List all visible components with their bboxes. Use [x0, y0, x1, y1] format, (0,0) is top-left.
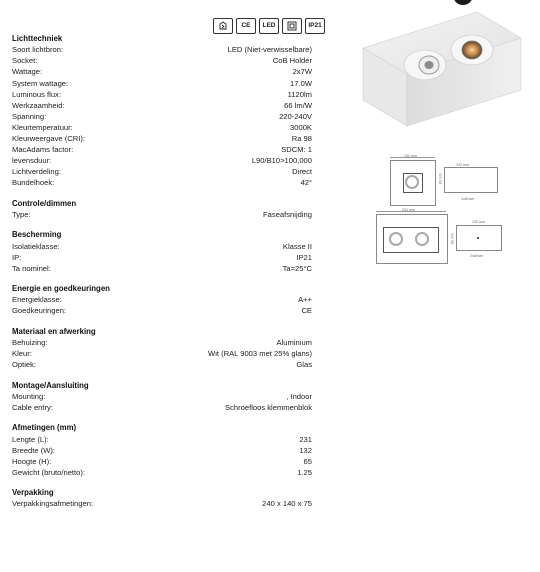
- dimension-label: 132 mm: [404, 154, 417, 158]
- spec-row: [12, 402, 312, 413]
- spec-value: SDCM: 1: [281, 145, 312, 155]
- dimension-label: 83 mm: [438, 173, 443, 185]
- spec-row: [12, 122, 312, 133]
- spec-label: levensduur:: [12, 156, 52, 166]
- spec-value: Glas: [296, 360, 312, 370]
- spec-row: [12, 263, 312, 274]
- spec-value: 3000K: [290, 122, 312, 132]
- spec-row: [12, 252, 312, 263]
- spec-row: [12, 133, 312, 144]
- ce-mark-icon: CE: [236, 18, 256, 34]
- ip21-icon: IP21: [305, 18, 325, 34]
- spec-row: [12, 295, 312, 306]
- section-title-controle: Controle/dimmen: [12, 198, 77, 208]
- spec-label: Socket:: [12, 56, 38, 66]
- spec-value: 240 x 140 x 75: [262, 499, 312, 509]
- spec-row: [12, 144, 312, 155]
- spec-label: Hoogte (H):: [12, 456, 52, 466]
- spec-label: Lichtverdeling:: [12, 167, 61, 177]
- dimension-label: 231 mm: [402, 208, 415, 212]
- spec-row: [12, 67, 312, 78]
- spec-label: Spanning:: [12, 111, 47, 121]
- section-title-afmetingen: Afmetingen (mm): [12, 423, 77, 433]
- spec-value: 231: [299, 434, 312, 444]
- dimension-line: [390, 157, 435, 158]
- spec-row: [12, 337, 312, 348]
- drawing-lamp-circle: [389, 232, 403, 246]
- spec-row: [12, 456, 312, 467]
- section-title-materiaal: Materiaal en afwerking: [12, 326, 96, 336]
- spec-label: Gewicht (bruto/netto):: [12, 467, 86, 477]
- spec-label: MacAdams factor:: [12, 145, 74, 155]
- certification-badges: [213, 18, 325, 34]
- spec-label: Kleur:: [12, 349, 32, 359]
- drawing-side-view: [456, 225, 502, 251]
- section-title-verpakking: Verpakking: [12, 488, 54, 498]
- spec-label: Isolatieklasse:: [12, 241, 60, 251]
- spec-row: [12, 359, 312, 370]
- class-ii-icon: [282, 18, 302, 34]
- spec-row: [12, 45, 312, 56]
- spec-row: [12, 241, 312, 252]
- spec-value: 132: [299, 445, 312, 455]
- spec-value: 17.0W: [290, 78, 312, 88]
- spec-value: , Indoor: [286, 391, 312, 401]
- section-title-bescherming: Bescherming: [12, 230, 62, 240]
- technical-drawing-single: [372, 152, 512, 212]
- spec-value: Direct: [292, 167, 312, 177]
- spec-row: [12, 467, 312, 478]
- spec-row: [12, 434, 312, 445]
- spec-value: 2x7W: [292, 67, 312, 77]
- spec-label: Goedkeuringen:: [12, 306, 67, 316]
- spec-label: Luminous flux:: [12, 89, 61, 99]
- drawing-side-view: [444, 167, 498, 193]
- spec-row: [12, 100, 312, 111]
- led-icon: LED: [259, 18, 279, 34]
- drawing-top-view: [390, 160, 436, 206]
- drawing-top-view: [376, 214, 448, 264]
- specifications-table: [12, 34, 312, 510]
- spec-value: Wit (RAL 9003 met 25% glans): [208, 349, 312, 359]
- spec-value: 1120lm: [287, 89, 312, 99]
- spec-row: [12, 89, 312, 100]
- spec-value: 65: [303, 456, 312, 466]
- dimension-label: 83 mm: [450, 233, 455, 245]
- spec-label: Behuizing:: [12, 338, 48, 348]
- spec-label: Lengte (L):: [12, 434, 49, 444]
- spec-value: CE: [301, 306, 312, 316]
- section-title-montage: Montage/Aansluiting: [12, 380, 89, 390]
- spec-label: Type:: [12, 210, 31, 220]
- spec-row: [12, 178, 312, 189]
- spec-label: Kleurweergave (CRI):: [12, 134, 86, 144]
- spec-row: [12, 306, 312, 317]
- spec-value: 66 lm/W: [284, 100, 312, 110]
- spec-value: Ra 98: [291, 134, 312, 144]
- spec-value: IP21: [296, 252, 312, 262]
- spec-value: Ta=25°C: [282, 263, 312, 273]
- spec-row: [12, 78, 312, 89]
- drawing-caption: 1xDriver: [461, 197, 475, 201]
- spec-row: [12, 348, 312, 359]
- spec-value: Faseafsnijding: [263, 210, 312, 220]
- spec-label: Mounting:: [12, 391, 46, 401]
- spec-label: Soort lichtbron:: [12, 45, 64, 55]
- spec-label: Werkzaamheid:: [12, 100, 65, 110]
- spec-label: IP:: [12, 252, 22, 262]
- drawing-lamp-circle: [415, 232, 429, 246]
- spec-row: [12, 56, 312, 67]
- spec-value: Aluminium: [276, 338, 312, 348]
- spec-value: A++: [298, 295, 312, 305]
- dimension-label: 132 mm: [472, 220, 485, 224]
- brand-logo-corner: [453, 0, 473, 5]
- spec-row: [12, 167, 312, 178]
- spec-row: [12, 391, 312, 402]
- spec-label: Breedte (W):: [12, 445, 56, 455]
- spec-row: [12, 209, 312, 220]
- spec-value: 220-240V: [279, 111, 312, 121]
- spec-label: Verpakkingsafmetingen:: [12, 499, 94, 509]
- spec-label: Bundelhoek:: [12, 178, 55, 188]
- spec-row: [12, 445, 312, 456]
- spec-row: [12, 499, 312, 510]
- spec-value: LED (Niet-verwisselbare): [227, 45, 312, 55]
- spec-label: Ta nominel:: [12, 263, 51, 273]
- product-image: [355, 8, 525, 128]
- driver-symbol-icon: [213, 18, 233, 34]
- drawing-lamp-circle: [405, 175, 419, 189]
- drawing-caption: 2xDriver: [470, 254, 484, 258]
- dimension-label: 132 mm: [456, 163, 469, 167]
- spec-label: System wattage:: [12, 78, 69, 88]
- spec-value: 42°: [300, 178, 312, 188]
- spec-value: 1.25: [297, 467, 312, 477]
- section-title-lichttechniek: Lichttechniek: [12, 34, 63, 43]
- spec-label: Cable entry:: [12, 402, 53, 412]
- drawing-dot: [477, 237, 479, 239]
- spec-label: Energieklasse:: [12, 295, 62, 305]
- spec-label: Kleurtemperatuur:: [12, 122, 73, 132]
- section-title-energie: Energie en goedkeuringen: [12, 284, 110, 294]
- spec-row: [12, 155, 312, 166]
- spec-label: Wattage:: [12, 67, 43, 77]
- technical-drawing-double: [372, 206, 522, 266]
- spec-value: L90/B10>100,000: [251, 156, 312, 166]
- spec-value: Klasse II: [282, 241, 312, 251]
- spec-value: CoB Holder: [272, 56, 312, 66]
- dimension-line: [376, 211, 446, 212]
- spec-row: [12, 111, 312, 122]
- spec-label: Optiek:: [12, 360, 37, 370]
- spec-value: Schroefloos klemmenblok: [225, 402, 312, 412]
